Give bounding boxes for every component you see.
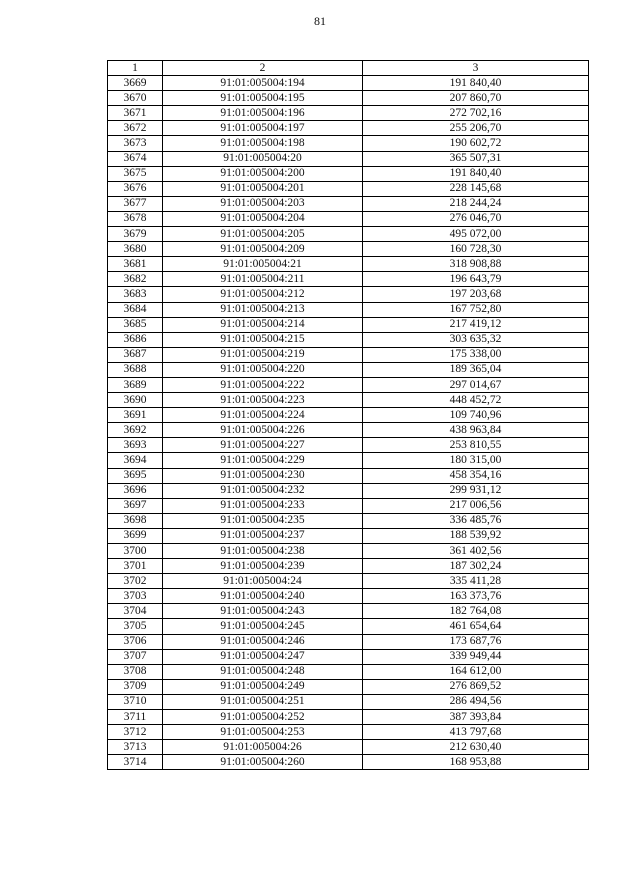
value-cell: 361 402,56 [363,544,589,559]
table-row [108,362,589,377]
cadastral-number-cell: 91:01:005004:213 [163,302,363,317]
value-cell: 387 393,84 [363,710,589,725]
row-number-cell: 3689 [108,377,163,392]
cadastral-number-cell: 91:01:005004:214 [163,317,363,332]
cadastral-number-cell: 91:01:005004:247 [163,649,363,664]
cadastral-number-cell: 91:01:005004:196 [163,106,363,121]
cadastral-number-cell: 91:01:005004:200 [163,166,363,181]
table-row [108,317,589,332]
row-number-cell: 3709 [108,679,163,694]
row-number-cell: 3710 [108,694,163,709]
table-row [108,498,589,513]
cadastral-number-cell: 91:01:005004:220 [163,362,363,377]
table-row [108,91,589,106]
table-row [108,453,589,468]
table-row [108,151,589,166]
row-number-cell: 3683 [108,287,163,302]
cadastral-number-cell: 91:01:005004:26 [163,740,363,755]
table-row [108,347,589,362]
row-number-cell: 3671 [108,106,163,121]
value-cell: 109 740,96 [363,408,589,423]
table-row [108,196,589,211]
cadastral-number-cell: 91:01:005004:226 [163,423,363,438]
value-cell: 189 365,04 [363,362,589,377]
table-row [108,664,589,679]
value-cell: 197 203,68 [363,287,589,302]
row-number-cell: 3686 [108,332,163,347]
row-number-cell: 3711 [108,710,163,725]
row-number-cell: 3703 [108,589,163,604]
value-cell: 164 612,00 [363,664,589,679]
table-row [108,332,589,347]
value-cell: 438 963,84 [363,423,589,438]
cadastral-number-cell: 91:01:005004:232 [163,483,363,498]
table-row [108,589,589,604]
value-cell: 336 485,76 [363,513,589,528]
table-row [108,634,589,649]
cadastral-number-cell: 91:01:005004:235 [163,513,363,528]
cadastral-number-cell: 91:01:005004:227 [163,438,363,453]
table-row [108,604,589,619]
table-row [108,544,589,559]
table-row [108,649,589,664]
table-row [108,242,589,257]
row-number-cell: 3714 [108,755,163,770]
cadastral-number-cell: 91:01:005004:245 [163,619,363,634]
cadastral-number-cell: 91:01:005004:233 [163,498,363,513]
cadastral-number-cell: 91:01:005004:209 [163,242,363,257]
row-number-cell: 3693 [108,438,163,453]
table-row [108,468,589,483]
cadastral-number-cell: 91:01:005004:224 [163,408,363,423]
value-cell: 180 315,00 [363,453,589,468]
cadastral-number-cell: 91:01:005004:246 [163,634,363,649]
row-number-cell: 3674 [108,151,163,166]
cadastral-number-cell: 91:01:005004:243 [163,604,363,619]
cadastral-number-cell: 91:01:005004:211 [163,272,363,287]
value-cell: 303 635,32 [363,332,589,347]
row-number-cell: 3698 [108,513,163,528]
cadastral-number-cell: 91:01:005004:203 [163,196,363,211]
row-number-cell: 3691 [108,408,163,423]
table-row [108,393,589,408]
row-number-cell: 3681 [108,257,163,272]
row-number-cell: 3692 [108,423,163,438]
row-number-cell: 3673 [108,136,163,151]
row-number-cell: 3687 [108,347,163,362]
value-cell: 217 419,12 [363,317,589,332]
table-row [108,302,589,317]
cadastral-number-cell: 91:01:005004:237 [163,528,363,543]
cadastral-number-cell: 91:01:005004:21 [163,257,363,272]
table-body [108,76,589,770]
row-number-cell: 3706 [108,634,163,649]
table-row [108,227,589,242]
value-cell: 272 702,16 [363,106,589,121]
value-cell: 276 046,70 [363,211,589,226]
table-row [108,287,589,302]
row-number-cell: 3705 [108,619,163,634]
table-row [108,121,589,136]
value-cell: 212 630,40 [363,740,589,755]
cadastral-number-cell: 91:01:005004:195 [163,91,363,106]
table-row [108,725,589,740]
table-row [108,755,589,770]
table-row [108,76,589,91]
value-cell: 173 687,76 [363,634,589,649]
cadastral-number-cell: 91:01:005004:204 [163,211,363,226]
row-number-cell: 3680 [108,242,163,257]
value-cell: 297 014,67 [363,377,589,392]
cadastral-number-cell: 91:01:005004:212 [163,287,363,302]
table-row [108,166,589,181]
cadastral-number-cell: 91:01:005004:239 [163,559,363,574]
row-number-cell: 3708 [108,664,163,679]
value-cell: 182 764,08 [363,604,589,619]
value-cell: 495 072,00 [363,227,589,242]
table-row [108,272,589,287]
table-row [108,513,589,528]
row-number-cell: 3676 [108,181,163,196]
cadastral-number-cell: 91:01:005004:248 [163,664,363,679]
table-row [108,574,589,589]
row-number-cell: 3704 [108,604,163,619]
value-cell: 365 507,31 [363,151,589,166]
cadastral-number-cell: 91:01:005004:222 [163,377,363,392]
cadastral-number-cell: 91:01:005004:249 [163,679,363,694]
row-number-cell: 3678 [108,211,163,226]
cadastral-number-cell: 91:01:005004:219 [163,347,363,362]
table-row [108,257,589,272]
value-cell: 188 539,92 [363,528,589,543]
value-cell: 190 602,72 [363,136,589,151]
cadastral-number-cell: 91:01:005004:253 [163,725,363,740]
table-row [108,740,589,755]
row-number-cell: 3696 [108,483,163,498]
table-row [108,710,589,725]
value-cell: 448 452,72 [363,393,589,408]
value-cell: 276 869,52 [363,679,589,694]
value-cell: 228 145,68 [363,181,589,196]
value-cell: 191 840,40 [363,166,589,181]
table-row [108,438,589,453]
value-cell: 286 494,56 [363,694,589,709]
row-number-cell: 3672 [108,121,163,136]
cadastral-number-cell: 91:01:005004:201 [163,181,363,196]
table-row [108,679,589,694]
value-cell: 175 338,00 [363,347,589,362]
column-header-2: 2 [163,61,363,76]
value-cell: 318 908,88 [363,257,589,272]
cadastral-number-cell: 91:01:005004:260 [163,755,363,770]
row-number-cell: 3712 [108,725,163,740]
cadastral-number-cell: 91:01:005004:229 [163,453,363,468]
cadastral-number-cell: 91:01:005004:198 [163,136,363,151]
table-row [108,483,589,498]
value-cell: 299 931,12 [363,483,589,498]
value-cell: 253 810,55 [363,438,589,453]
row-number-cell: 3684 [108,302,163,317]
row-number-cell: 3669 [108,76,163,91]
value-cell: 196 643,79 [363,272,589,287]
table-row [108,408,589,423]
table-row [108,136,589,151]
value-cell: 217 006,56 [363,498,589,513]
cadastral-number-cell: 91:01:005004:24 [163,574,363,589]
value-cell: 335 411,28 [363,574,589,589]
table-row [108,106,589,121]
value-cell: 187 302,24 [363,559,589,574]
value-cell: 255 206,70 [363,121,589,136]
row-number-cell: 3695 [108,468,163,483]
row-number-cell: 3677 [108,196,163,211]
table-row [108,211,589,226]
cadastral-number-cell: 91:01:005004:251 [163,694,363,709]
value-cell: 191 840,40 [363,76,589,91]
row-number-cell: 3701 [108,559,163,574]
table-header-row [108,61,589,76]
table-row [108,181,589,196]
table-row [108,528,589,543]
value-cell: 207 860,70 [363,91,589,106]
row-number-cell: 3670 [108,91,163,106]
cadastral-number-cell: 91:01:005004:252 [163,710,363,725]
value-cell: 218 244,24 [363,196,589,211]
row-number-cell: 3713 [108,740,163,755]
row-number-cell: 3694 [108,453,163,468]
row-number-cell: 3707 [108,649,163,664]
row-number-cell: 3685 [108,317,163,332]
value-cell: 339 949,44 [363,649,589,664]
column-header-3: 3 [363,61,589,76]
cadastral-number-cell: 91:01:005004:240 [163,589,363,604]
cadastral-number-cell: 91:01:005004:230 [163,468,363,483]
row-number-cell: 3700 [108,544,163,559]
row-number-cell: 3688 [108,362,163,377]
row-number-cell: 3690 [108,393,163,408]
table-row [108,423,589,438]
cadastral-number-cell: 91:01:005004:197 [163,121,363,136]
cadastral-number-cell: 91:01:005004:215 [163,332,363,347]
value-cell: 458 354,16 [363,468,589,483]
table-row [108,559,589,574]
cadastral-number-cell: 91:01:005004:205 [163,227,363,242]
row-number-cell: 3697 [108,498,163,513]
table-row [108,619,589,634]
data-table [107,60,589,770]
cadastral-number-cell: 91:01:005004:20 [163,151,363,166]
table-row [108,377,589,392]
cadastral-number-cell: 91:01:005004:194 [163,76,363,91]
value-cell: 167 752,80 [363,302,589,317]
table-row [108,694,589,709]
page-number: 81 [314,14,326,28]
row-number-cell: 3702 [108,574,163,589]
row-number-cell: 3675 [108,166,163,181]
value-cell: 461 654,64 [363,619,589,634]
cadastral-number-cell: 91:01:005004:238 [163,544,363,559]
value-cell: 160 728,30 [363,242,589,257]
cadastral-number-cell: 91:01:005004:223 [163,393,363,408]
value-cell: 168 953,88 [363,755,589,770]
value-cell: 413 797,68 [363,725,589,740]
row-number-cell: 3699 [108,528,163,543]
column-header-1: 1 [108,61,163,76]
value-cell: 163 373,76 [363,589,589,604]
row-number-cell: 3682 [108,272,163,287]
row-number-cell: 3679 [108,227,163,242]
